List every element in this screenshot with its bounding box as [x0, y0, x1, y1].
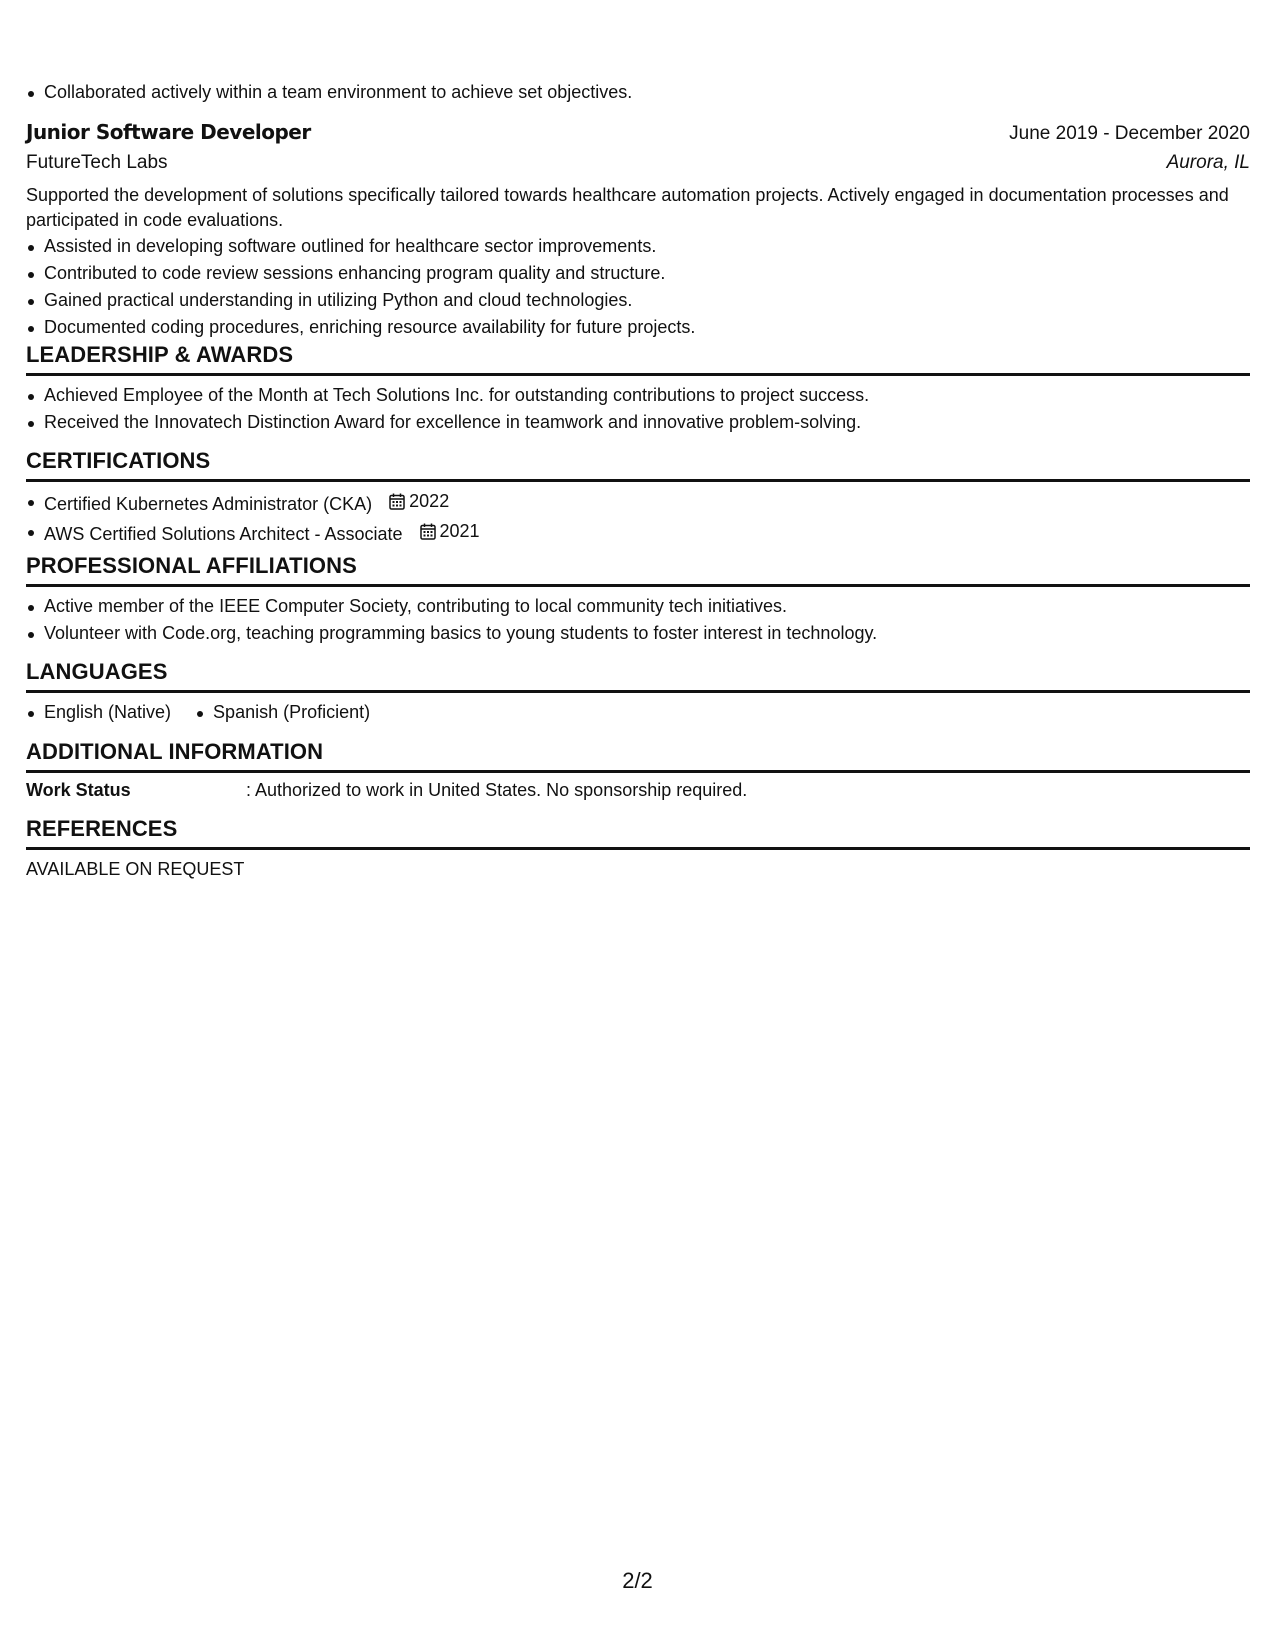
list-item: Active member of the IEEE Computer Society, contributing to local community tech initiatives. [26, 593, 1250, 620]
references-text: AVAILABLE ON REQUEST [26, 859, 245, 879]
list-item: Assisted in developing software outlined for healthcare sector improvements. [26, 233, 1250, 260]
work-status-value: : Authorized to work in United States. No sponsorship required. [246, 780, 748, 800]
work-status-label: Work Status [26, 780, 131, 800]
job-bullets [26, 233, 1250, 341]
cert-name: Certified Kubernetes Administrator (CKA) [44, 494, 373, 514]
languages-section [26, 658, 1250, 726]
work-status-row [26, 777, 1250, 803]
list-item: Documented coding procedures, enriching resource availability for future projects. [26, 314, 1250, 341]
leadership-section [26, 341, 1250, 436]
language-item: English (Native) [26, 699, 171, 726]
resume-page [26, 0, 1250, 1650]
previous-job-bullets [26, 79, 1250, 106]
language-item: Spanish (Proficient) [195, 699, 370, 726]
list-item: Contributed to code review sessions enhancing program quality and structure. [26, 260, 1250, 287]
section-title: LANGUAGES [26, 658, 1250, 693]
section-title: CERTIFICATIONS [26, 447, 1250, 482]
section-title: PROFESSIONAL AFFILIATIONS [26, 552, 1250, 587]
list-item: Volunteer with Code.org, teaching programming basics to young students to foster interest in technology. [26, 620, 1250, 647]
additional-info-section [26, 738, 1250, 803]
cert-date [389, 488, 449, 515]
job-location: Aurora, IL [1166, 152, 1250, 173]
job-company: FutureTech Labs [26, 152, 168, 173]
job-summary: Supported the development of solutions specifically tailored towards healthcare automation projects. Actively engaged in documentation processes and participated in code evaluations. [26, 185, 1229, 230]
cert-name: AWS Certified Solutions Architect - Associate [44, 524, 403, 544]
list-item: Gained practical understanding in utilizing Python and cloud technologies. [26, 287, 1250, 314]
cert-year: 2021 [439, 521, 480, 541]
calendar-icon [389, 493, 405, 510]
section-title: REFERENCES [26, 815, 1250, 850]
certifications-section [26, 447, 1250, 548]
list-item: Achieved Employee of the Month at Tech Solutions Inc. for outstanding contributions to project success. [26, 382, 1250, 409]
references-section [26, 815, 1250, 882]
page-number: 2/2 [622, 1568, 653, 1593]
job-title: Junior Software Developer [26, 120, 311, 144]
section-title: ADDITIONAL INFORMATION [26, 738, 1250, 773]
cert-date [420, 518, 480, 545]
list-item: Received the Innovatech Distinction Award for excellence in teamwork and innovative problem-solving. [26, 409, 1250, 436]
affiliations-section [26, 552, 1250, 647]
list-item: Collaborated actively within a team environment to achieve set objectives. [26, 79, 1250, 106]
section-title: LEADERSHIP & AWARDS [26, 341, 1250, 376]
list-item [26, 518, 1250, 548]
job-entry [26, 118, 1250, 341]
calendar-icon [420, 523, 436, 540]
cert-year: 2022 [409, 491, 450, 511]
job-dates: June 2019 - December 2020 [1009, 123, 1250, 144]
list-item [26, 488, 1250, 518]
